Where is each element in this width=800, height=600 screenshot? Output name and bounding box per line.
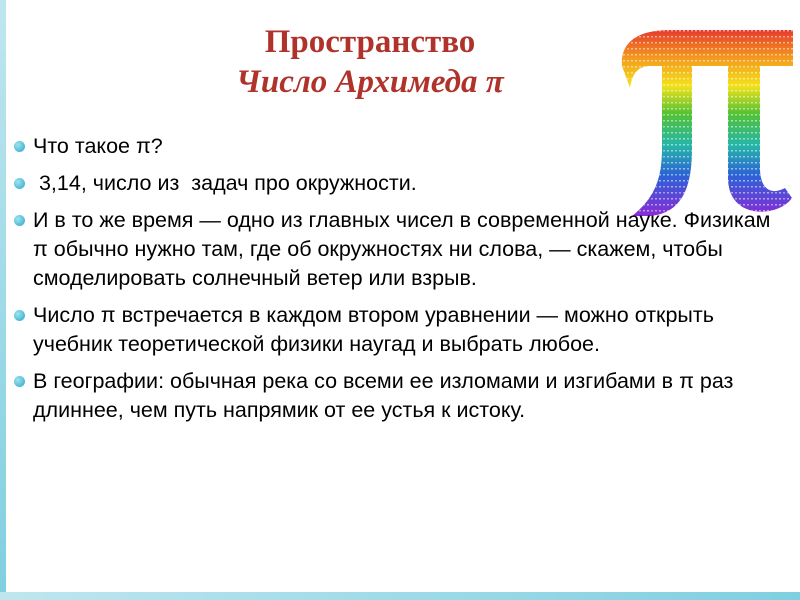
- title-line-2: Число Архимеда π: [236, 64, 504, 100]
- bullet-item: [14, 367, 774, 425]
- bullet-list: [14, 132, 774, 425]
- bullet-text: 3,14, число из задач про окружности.: [33, 171, 417, 195]
- bullet-item: [14, 301, 774, 359]
- bullet-list-area: [14, 132, 774, 433]
- bullet-item: [14, 169, 774, 198]
- bullet-text: Число π встречается в каждом втором уравнении — можно открыть учебник теоретической физики наугад и выбрать любое.: [33, 303, 714, 356]
- bullet-text: В географии: обычная река со всеми ее изломами и изгибами в π раз длиннее, чем путь напрямик от ее устья к истоку.: [33, 369, 734, 422]
- bullet-dot-icon: [14, 376, 25, 387]
- bullet-item: [14, 206, 774, 293]
- slide-title: [120, 22, 620, 102]
- frame-left-border: [0, 0, 6, 600]
- bullet-dot-icon: [14, 310, 25, 321]
- title-line-1: Пространство: [264, 24, 476, 60]
- bullet-dot-icon: [14, 215, 25, 226]
- bullet-text: И в то же время — одно из главных чисел в современной науке. Физикам π обычно нужно там, где об окружностях ни слова, — скажем, чтобы смоделировать солнечный ветер или взрыв.: [33, 208, 771, 290]
- bullet-text: Что такое π?: [33, 134, 163, 158]
- bullet-item: [14, 132, 774, 161]
- bullet-dot-icon: [14, 141, 25, 152]
- frame-bottom-border: [0, 592, 800, 600]
- bullet-dot-icon: [14, 178, 25, 189]
